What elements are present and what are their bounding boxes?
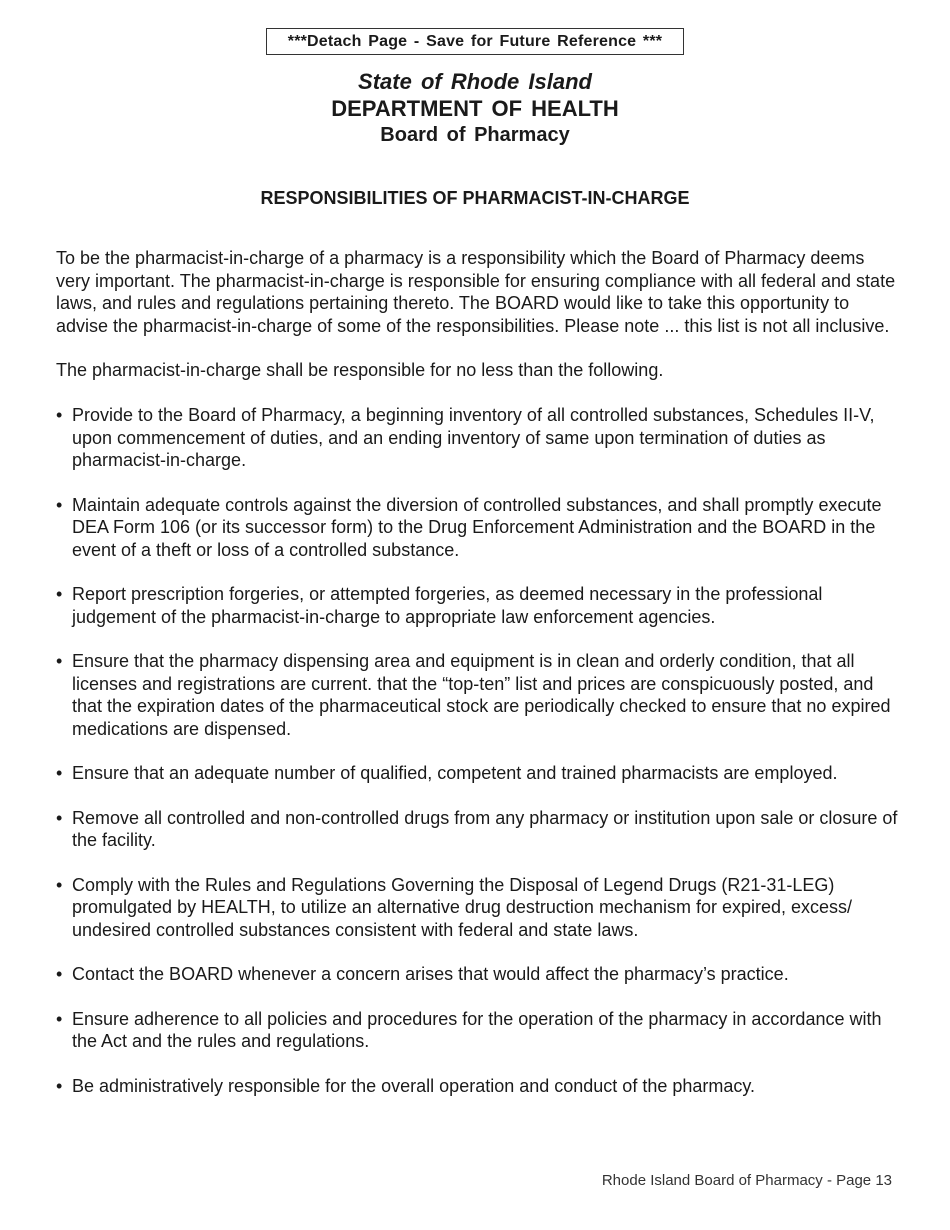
list-item-text: Report prescription forgeries, or attempted forgeries, as deemed necessary in the professional judgement of the pharmacist-in-charge to appropriate law enforcement agencies. [72,584,823,627]
bullet-icon: • [56,964,63,984]
intro-paragraph: To be the pharmacist-in-charge of a pharmacy is a responsibility which the Board of Pharmacy deems very important. The pharmacist-in-charge is responsible for ensuring compliance with all federal and state laws, and rules and regulations pertaining thereto. The BOARD would like to take this opportunity to advise the pharmacist-in-charge of some of the responsibilities. Please note ... this list is not all inclusive. [56,248,896,336]
state-name: State of Rhode Island [358,69,592,94]
responsibilities-list [56,404,901,1119]
document-header [0,68,950,149]
bullet-icon: • [56,807,63,828]
board-name: Board of Pharmacy [380,124,570,146]
page-footer: Rhode Island Board of Pharmacy - Page 13 [601,1172,892,1189]
list-item-text: Ensure that the pharmacy dispensing area and equipment is in clean and orderly condition, that all licenses and registrations are current. that the “top-ten” list and prices are conspicuously posted, and that the expiration dates of the pharmaceutical stock are periodically checked to ensure that no expired medications are dispensed. [72,651,891,739]
list-item-text: Ensure that an adequate number of qualified, competent and trained pharmacists are employed. [72,763,838,783]
detach-notice: ***Detach Page - Save for Future Reference *** [266,28,684,55]
bullet-icon: • [56,763,63,783]
bullet-icon: • [56,1008,63,1029]
list-item [56,583,901,628]
list-item [56,650,901,740]
list-item-text: Provide to the Board of Pharmacy, a beginning inventory of all controlled substances, Schedules II-V, upon commencement of duties, and an ending inventory of same upon termination of duties as pharmacist-in-charge. [72,405,875,470]
list-item-text: Ensure adherence to all policies and procedures for the operation of the pharmacy in accordance with the Act and the rules and regulations. [72,1008,882,1051]
bullet-icon: • [56,1075,63,1096]
department-name: DEPARTMENT OF HEALTH [331,96,619,121]
list-item [56,963,901,986]
list-item [56,807,901,852]
lead-paragraph: The pharmacist-in-charge shall be responsible for no less than the following. [56,360,664,380]
bullet-icon: • [56,874,63,895]
list-item [56,1008,901,1053]
list-item [56,1075,901,1098]
section-title: RESPONSIBILITIES OF PHARMACIST-IN-CHARGE [260,188,690,208]
bullet-icon: • [56,651,63,671]
bullet-icon: • [56,584,63,604]
list-item [56,874,901,942]
list-item [56,404,901,472]
list-item [56,762,901,785]
list-item-text: Remove all controlled and non-controlled drugs from any pharmacy or institution upon sale or closure of the facility. [72,807,898,850]
list-item-text: Contact the BOARD whenever a concern arises that would affect the pharmacy’s practice. [72,964,789,984]
list-item-text: Be administratively responsible for the overall operation and conduct of the pharmacy. [72,1075,756,1096]
bullet-icon: • [56,405,63,425]
bullet-icon: • [56,494,63,515]
list-item-text: Comply with the Rules and Regulations Governing the Disposal of Legend Drugs (R21-31-LEG) promulgated by HEALTH, to utilize an alternative drug destruction mechanism for expired, excess/ undesired controlled substances consistent with federal and state laws. [72,874,853,940]
list-item [56,494,901,562]
list-item-text: Maintain adequate controls against the diversion of controlled substances, and shall promptly execute DEA Form 106 (or its successor form) to the Drug Enforcement Administration and the BOARD in the event of a theft or loss of a controlled substance. [72,494,882,560]
